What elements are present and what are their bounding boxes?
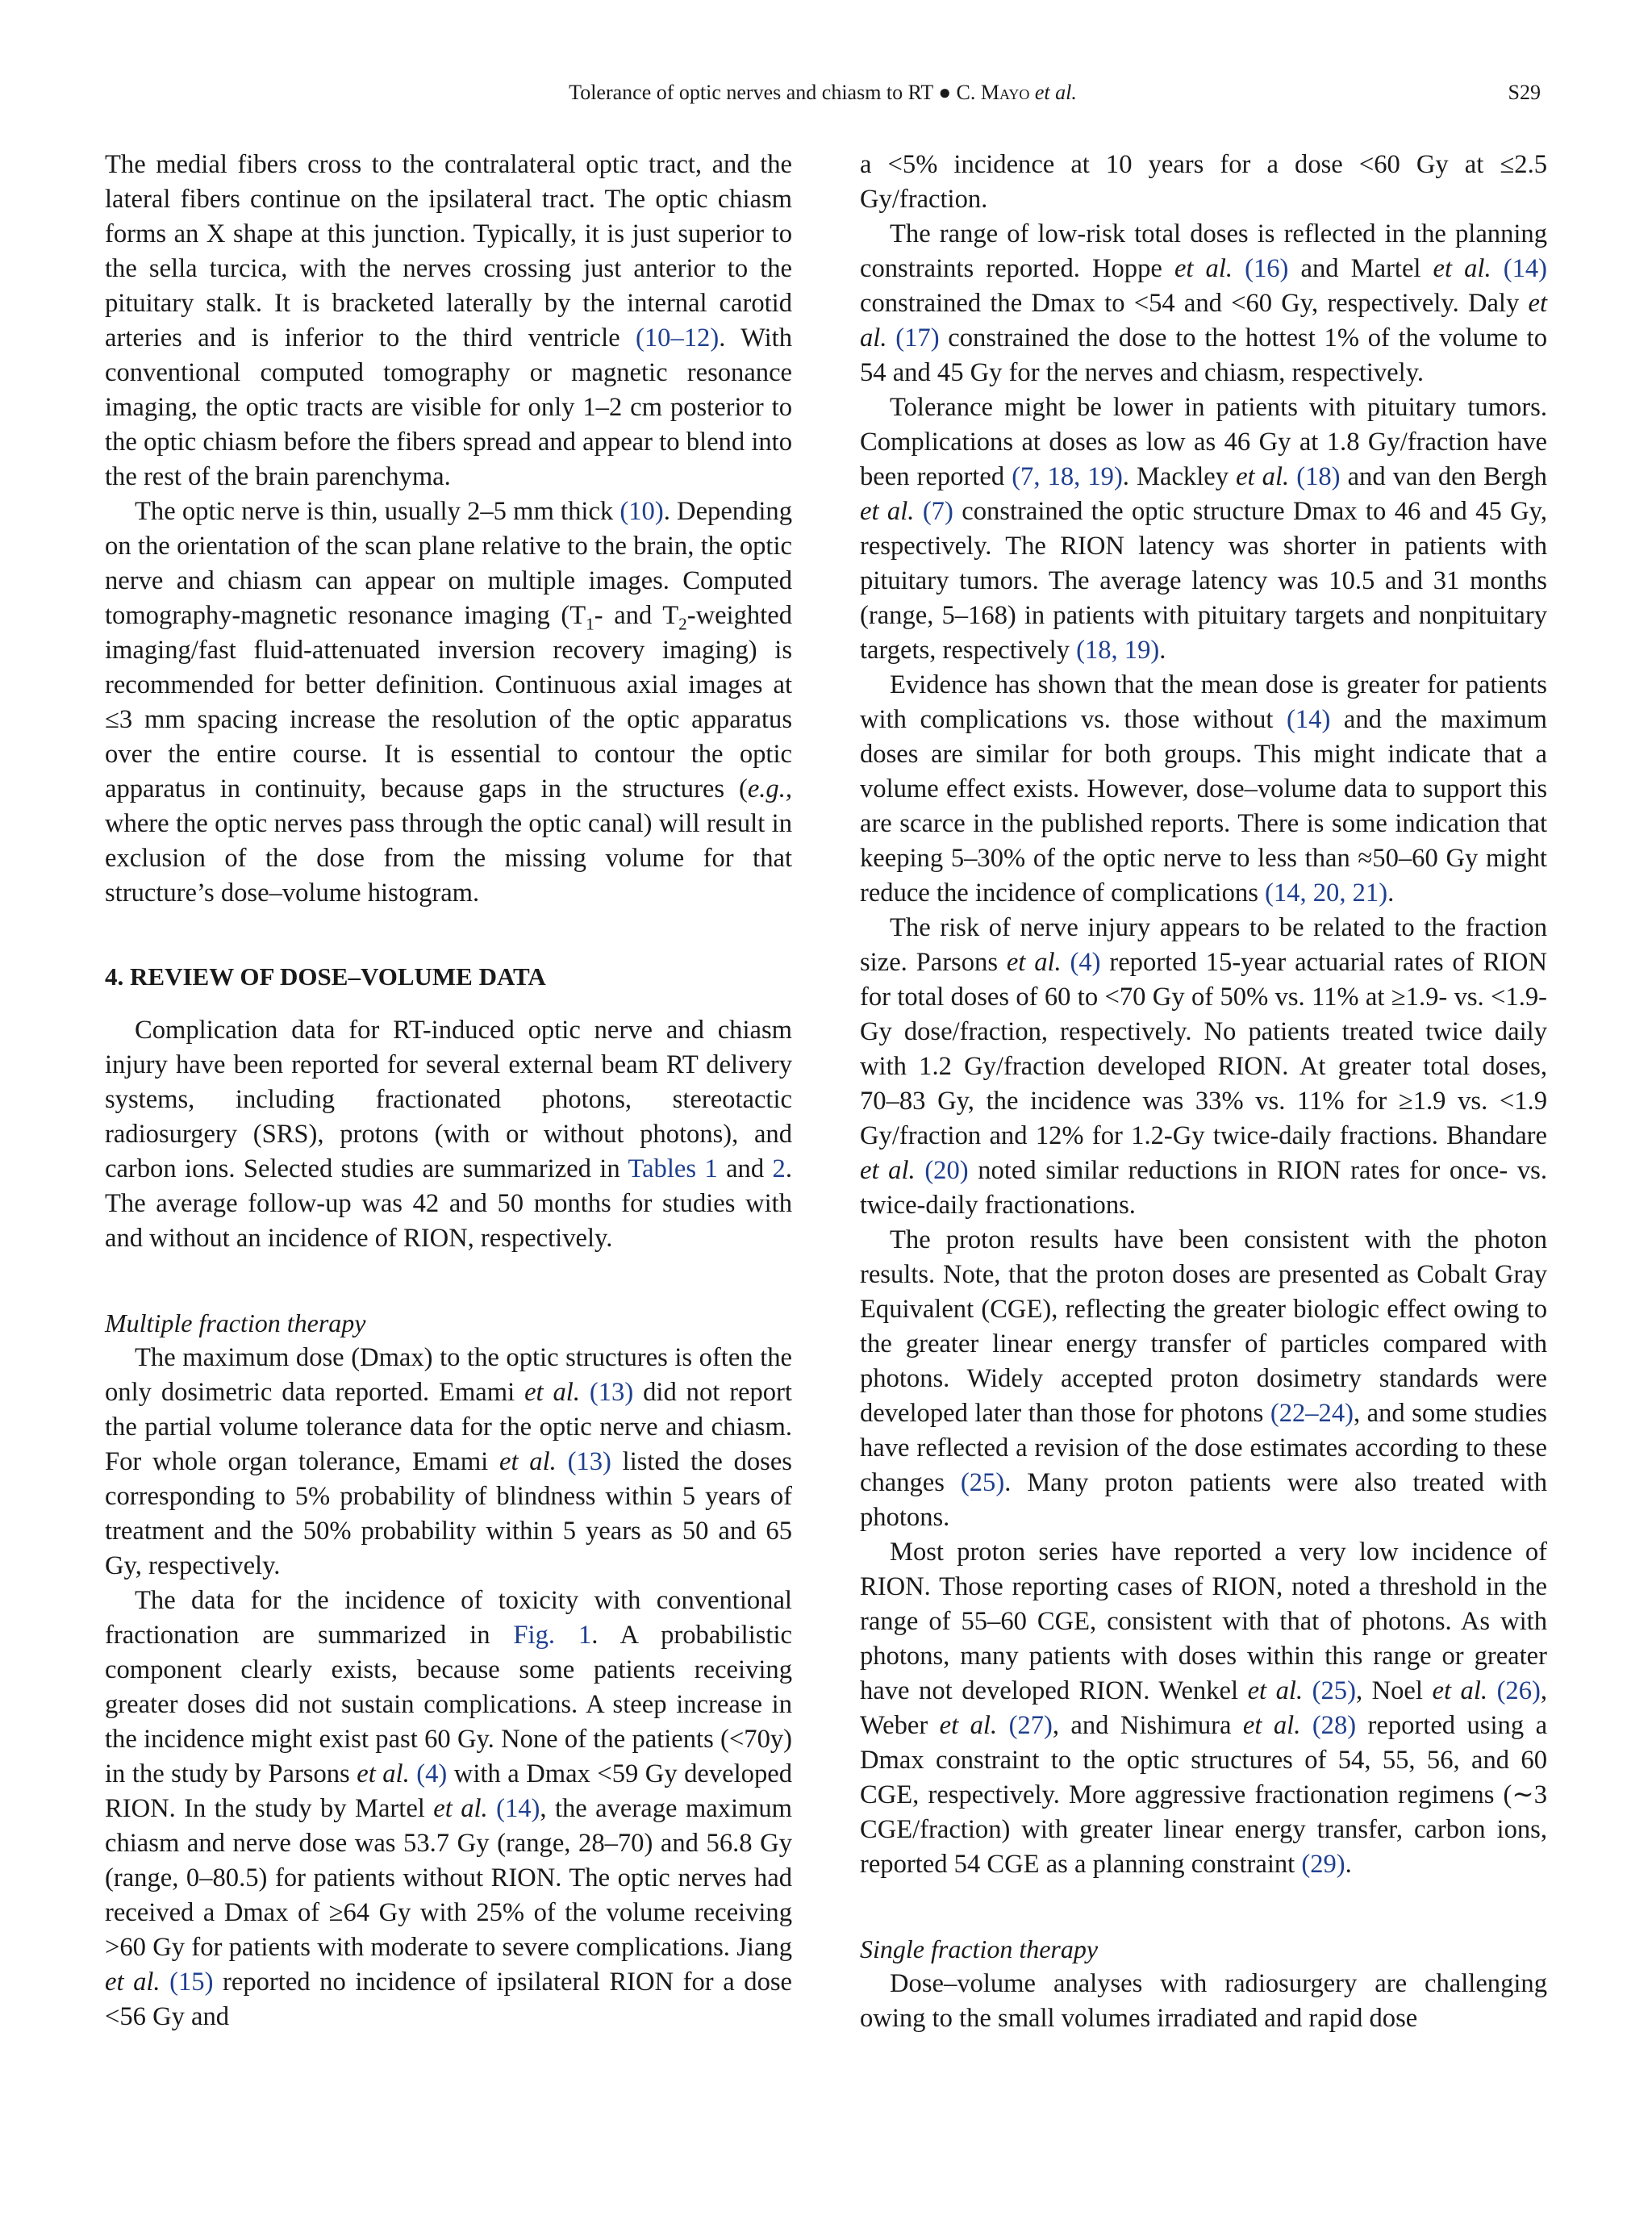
paragraph: The proton results have been consistent with the photon results. Note, that the proton doses are presented as Cobalt Gray Equivalent (CGE), reflecting the greater biologic effect owing to the greater linear energy transfer of particles compared with photons. Widely accepted proton dosimetry standards were developed later than those for photons (22–24), and some studies have reflected a revision of the dose estimates according to these changes (25). Many proton patients were also treated with photons. [860, 1225, 1547, 1532]
right-column [860, 148, 1547, 2036]
citation-link[interactable]: (13) [567, 1447, 611, 1476]
citation-link[interactable]: (10) [620, 497, 664, 526]
citation-link[interactable]: (14, 20, 21) [1265, 878, 1388, 908]
citation-link[interactable]: (28) [1312, 1711, 1357, 1740]
paragraph: The range of low-risk total doses is reflected in the planning constraints reported. Hoppe et al. (16) and Martel et al. (14) constrained the Dmax to <54 and <60 Gy, respectively. Daly et al. (17) constrained the dose to the hottest 1% of the volume to 54 and 45 Gy for the nerves and chiasm, respectively. [860, 219, 1548, 387]
paragraph: The risk of nerve injury appears to be related to the fraction size. Parsons et al. (4) reported 15-year actuarial rates of RION for total doses of 60 to <70 Gy of 50% vs. 11% at ≥1.9- vs. <1.9-Gy dose/fraction, respectively. No patients treated twice daily with 1.2 Gy/fraction developed RION. At greater total doses, 70–83 Gy, the incidence was 33% vs. 11% for ≥1.9 vs. <1.9 Gy/fraction and 12% for 1.2-Gy twice-daily fractions. Bhandare et al. (20) noted similar reductions in RION rates for once- vs. twice-daily fractionations. [860, 913, 1548, 1220]
subsection-heading: Single fraction therapy [860, 1934, 1099, 1963]
citation-link[interactable]: (7) [922, 497, 953, 526]
subsection-heading: Multiple fraction therapy [105, 1308, 366, 1337]
citation-link[interactable]: (14) [1503, 254, 1548, 283]
running-title: Tolerance of optic nerves and chiasm to RT ● C. Mayo et al. [569, 81, 1077, 104]
citation-link[interactable]: (17) [895, 323, 940, 353]
citation-link[interactable]: (25) [1312, 1676, 1356, 1705]
citation-link[interactable]: (20) [924, 1156, 969, 1185]
citation-link[interactable]: (22–24) [1270, 1399, 1354, 1428]
paragraph: The medial fibers cross to the contralateral optic tract, and the lateral fibers continue on the ipsilateral tract. The optic chiasm forms an X shape at this junction. Typically, it is just superior to the sella turcica, with the nerves crossing just anterior to the pituitary stalk. It is bracketed laterally by the internal carotid arteries and is inferior to the third ventricle (10–12). With conventional computed tomography or magnetic resonance imaging, the optic tracts are visible for only 1–2 cm posterior to the optic chiasm before the fibers spread and appear to blend into the rest of the brain parenchyma. [105, 150, 792, 491]
running-header [105, 81, 1541, 113]
table-link[interactable]: Tables 1 [628, 1154, 718, 1183]
paragraph: Evidence has shown that the mean dose is greater for patients with complications vs. those without (14) and the maximum doses are similar for both groups. This might indicate that a volume effect exists. However, dose–volume data to support this are scarce in the published reports. There is some indication that keeping 5–30% of the optic nerve to less than ≈50–60 Gy might reduce the incidence of complications (14, 20, 21). [860, 670, 1547, 908]
citation-link[interactable]: (27) [1008, 1711, 1053, 1740]
citation-link[interactable]: (4) [416, 1759, 448, 1788]
citation-link[interactable]: (4) [1070, 948, 1101, 977]
citation-link[interactable]: (10–12) [636, 323, 720, 353]
paragraph: Dose–volume analyses with radiosurgery are challenging owing to the small volumes irradiated and rapid dose [860, 1969, 1547, 2033]
citation-link[interactable]: (18, 19) [1076, 636, 1160, 665]
citation-link[interactable]: (16) [1245, 254, 1289, 283]
citation-link[interactable]: (25) [960, 1468, 1005, 1497]
section-heading: 4. REVIEW OF DOSE–VOLUME DATA [105, 962, 546, 991]
citation-link[interactable]: (29) [1301, 1850, 1345, 1879]
paragraph: The maximum dose (Dmax) to the optic structures is often the only dosimetric data reported. Emami et al. (13) did not report the partial volume tolerance data for the optic nerve and chiasm. For whole organ tolerance, Emami et al. (13) listed the doses corresponding to 5% probability of blindness within 5 years of treatment and the 50% probability within 5 years as 50 and 65 Gy, respectively. [105, 1343, 792, 1580]
citation-link[interactable]: (13) [589, 1378, 634, 1407]
citation-link[interactable]: (7, 18, 19) [1012, 462, 1123, 491]
paragraph: The data for the incidence of toxicity with conventional fractionation are summarized in Fig. 1. A probabilistic component clearly exists, because some patients receiving greater doses did not sustain complications. A steep increase in the incidence might exist past 60 Gy. None of the patients (<70y) in the study by Parsons et al. (4) with a Dmax <59 Gy developed RION. In the study by Martel et al. (14), the average maximum chiasm and nerve dose was 53.7 Gy (range, 28–70) and 56.8 Gy (range, 0–80.5) for patients without RION. The optic nerves had received a Dmax of ≥64 Gy with 25% of the volume receiving >60 Gy for patients with moderate to severe complications. Jiang et al. (15) reported no incidence of ipsilateral RION for a dose <56 Gy and [105, 1586, 792, 2031]
page-number: S29 [1508, 81, 1541, 104]
paragraph: Tolerance might be lower in patients with pituitary tumors. Complications at doses as low as 46 Gy at 1.8 Gy/fraction have been reported (7, 18, 19). Mackley et al. (18) and van den Bergh et al. (7) constrained the optic structure Dmax to 46 and 45 Gy, respectively. The RION latency was shorter in patients with pituitary tumors. The average latency was 10.5 and 31 months (range, 5–168) in patients with pituitary targets and nonpituitary targets, respectively (18, 19). [860, 393, 1547, 665]
paragraph: Most proton series have reported a very low incidence of RION. Those reporting cases of RION, noted a threshold in the range of 55–60 CGE, consistent with that of photons. As with photons, many patients with doses within this range or greater have not developed RION. Wenkel et al. (25), Noel et al. (26), Weber et al. (27), and Nishimura et al. (28) reported using a Dmax constraint to the optic structures of 54, 55, 56, and 60 CGE, respectively. More aggressive fractionation regimens (∼3 CGE/fraction) with greater linear energy transfer, carbon ions, reported 54 CGE as a planning constraint (29). [860, 1538, 1548, 1879]
citation-link[interactable]: (14) [496, 1794, 540, 1823]
citation-link[interactable]: (14) [1287, 705, 1331, 734]
citation-link[interactable]: (26) [1496, 1676, 1541, 1705]
citation-link[interactable]: (18) [1296, 462, 1341, 491]
citation-link[interactable]: (15) [169, 1968, 214, 1997]
paragraph: a <5% incidence at 10 years for a dose <60 Gy at ≤2.5 Gy/fraction. [860, 150, 1547, 214]
left-column [105, 148, 792, 2034]
paragraph: Complication data for RT-induced optic nerve and chiasm injury have been reported for several external beam RT delivery systems, including fractionated photons, stereotactic radiosurgery (SRS), protons (with or without photons), and carbon ions. Selected studies are summarized in Tables 1 and 2. The average follow-up was 42 and 50 months for studies with and without an incidence of RION, respectively. [105, 1016, 792, 1253]
table-link[interactable]: 2 [772, 1154, 786, 1183]
figure-link[interactable]: Fig. 1 [513, 1621, 592, 1650]
paragraph: The optic nerve is thin, usually 2–5 mm thick (10). Depending on the orientation of the scan plane relative to the brain, the optic nerve and chiasm can appear on multiple images. Computed tomography-magnetic resonance imaging ($T_1-$ and $T_2$-weighted imaging/fast fluid-attenuated inversion recovery imaging) is recommended for better definition. Continuous axial images at ≤3 mm spacing increase the resolution of the optic apparatus over the entire course. It is essential to contour the optic apparatus in continuity, because gaps in the structures (e.g., where the optic nerves pass through the optic canal) will result in exclusion of the dose from the missing volume for that structure’s dose–volume histogram. [105, 497, 792, 908]
